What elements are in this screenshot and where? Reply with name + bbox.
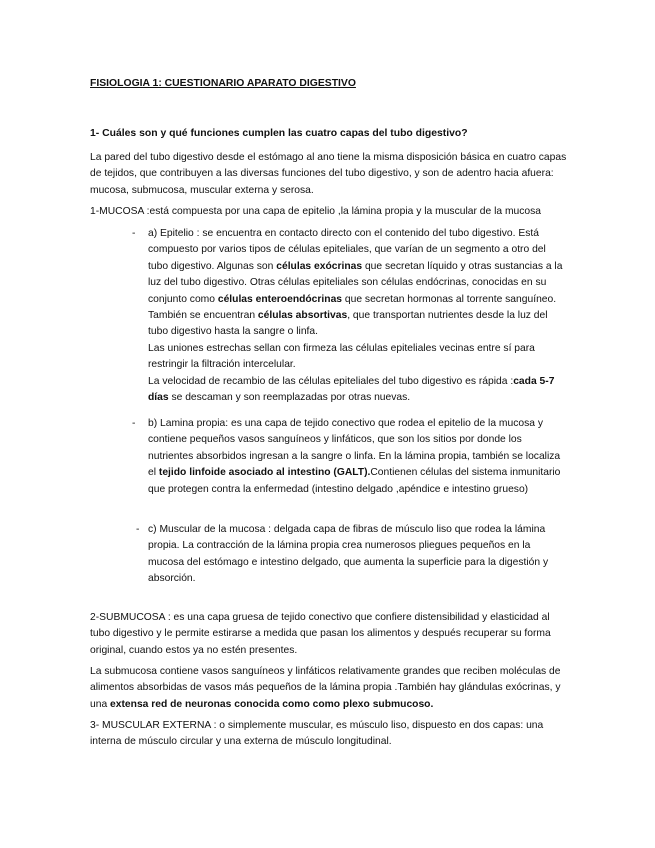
- epitelio-bold-enteroendocrinas: células enteroendócrinas: [217, 293, 343, 305]
- epitelio-text: que secretan hormonas al torrente sanguíneo. También se encuentran: [148, 293, 557, 322]
- list-dash: -: [132, 418, 136, 429]
- epitelio-bold-exocrinas: células exócrinas: [276, 260, 363, 272]
- epitelio-bold-absortivas: células absortivas: [257, 310, 348, 322]
- submucosa-detail-paragraph: [90, 664, 570, 713]
- lamina-text: b) Lamina propia: es una capa de tejido conectivo que rodea el epitelio de la mucosa y contiene pequeños vasos sanguíneos y linfáticos, que son los sitios por donde los nutrientes absorbidos ingresan a la sangre o linfa. En la lámina propia, también se localiza el: [148, 418, 561, 479]
- submucosa-text: La submucosa contiene vasos sanguíneos y linfáticos relativamente grandes que reciben moléculas de alimentos absorbidas de vasos más pequeños de la lámina propia .También hay glándulas exócrinas, y una: [90, 666, 561, 710]
- intro-paragraph: La pared del tubo digestivo desde el estómago al ano tiene la misma disposición básica en cuatro capas de tejidos, que contribuyen a las diversas funciones del tubo digestivo, y son de adentro hacia afuera: mucosa, submucosa, muscular externa y serosa.: [90, 152, 567, 196]
- epitelio-bold-dias: cada 5-7 días: [148, 375, 555, 404]
- muscular-externa-paragraph: 3- MUSCULAR EXTERNA : o simplemente muscular, es músculo liso, dispuesto en dos capas: una interna de músculo circular y una externa de músculo longitudinal.: [90, 720, 544, 748]
- epitelio-text: se descaman y son reemplazadas por otras nuevas.: [168, 392, 411, 404]
- question-1: 1- Cuáles son y qué funciones cumplen las cuatro capas del tubo digestivo?: [90, 128, 468, 139]
- submucosa-paragraph: 2-SUBMUCOSA : es una capa gruesa de tejido conectivo que confiere distensibilidad y elasticidad al tubo digestivo y le permite estirarse a medida que pasan los alimentos y después recuperar su forma original, cuando estos ya no estén presentes.: [90, 612, 551, 656]
- document-title: FISIOLOGIA 1: CUESTIONARIO APARATO DIGESTIVO: [90, 78, 356, 89]
- lamina-bold-galt: tejido linfoide asociado al intestino (GALT).: [158, 467, 371, 479]
- list-dash: -: [136, 524, 140, 535]
- epitelio-text: , que transportan nutrientes desde la luz del tubo digestivo hasta la sangre o linfa.: [148, 310, 548, 338]
- lamina-text: Contienen células del sistema inmunitario que protegen contra la enfermedad (intestino delgado ,apéndice e intestino grueso): [148, 467, 561, 495]
- epitelio-uniones: Las uniones estrechas sellan con firmeza las células epiteliales vecinas entre sí para restringir la filtración intercelular.: [148, 342, 535, 371]
- mucosa-heading: 1-MUCOSA :está compuesta por una capa de epitelio ,la lámina propia y la muscular de la mucosa: [90, 206, 542, 217]
- muscular-mucosa-paragraph: c) Muscular de la mucosa : delgada capa de fibras de músculo liso que rodea la lámina propia. La contracción de la lámina propia crea numerosos pliegues pequeños en la mucosa del estómago e intestino delgado, que aumenta la superficie para la digestión y absorción.: [148, 524, 549, 585]
- epitelio-text: La velocidad de recambio de las células epiteliales del tubo digestivo es rápida :: [148, 375, 514, 387]
- submucosa-bold-plexo: extensa red de neuronas conocida como como plexo submucoso.: [110, 698, 434, 710]
- epitelio-text: a) Epitelio : se encuentra en contacto directo con el contenido del tubo digestivo. Está compuesto por varios tipos de células epiteliales, que varían de un segmento a otro del tubo digestivo. Algunas son: [148, 228, 546, 272]
- list-dash: -: [132, 228, 136, 239]
- epitelio-paragraph: [148, 226, 568, 406]
- epitelio-text: que secretan líquido y otras sustancias a la luz del tubo digestivo. Otras células epiteliales son células endócrinas, conocidas en su conjunto como: [148, 260, 563, 305]
- lamina-propia-paragraph: [148, 416, 568, 498]
